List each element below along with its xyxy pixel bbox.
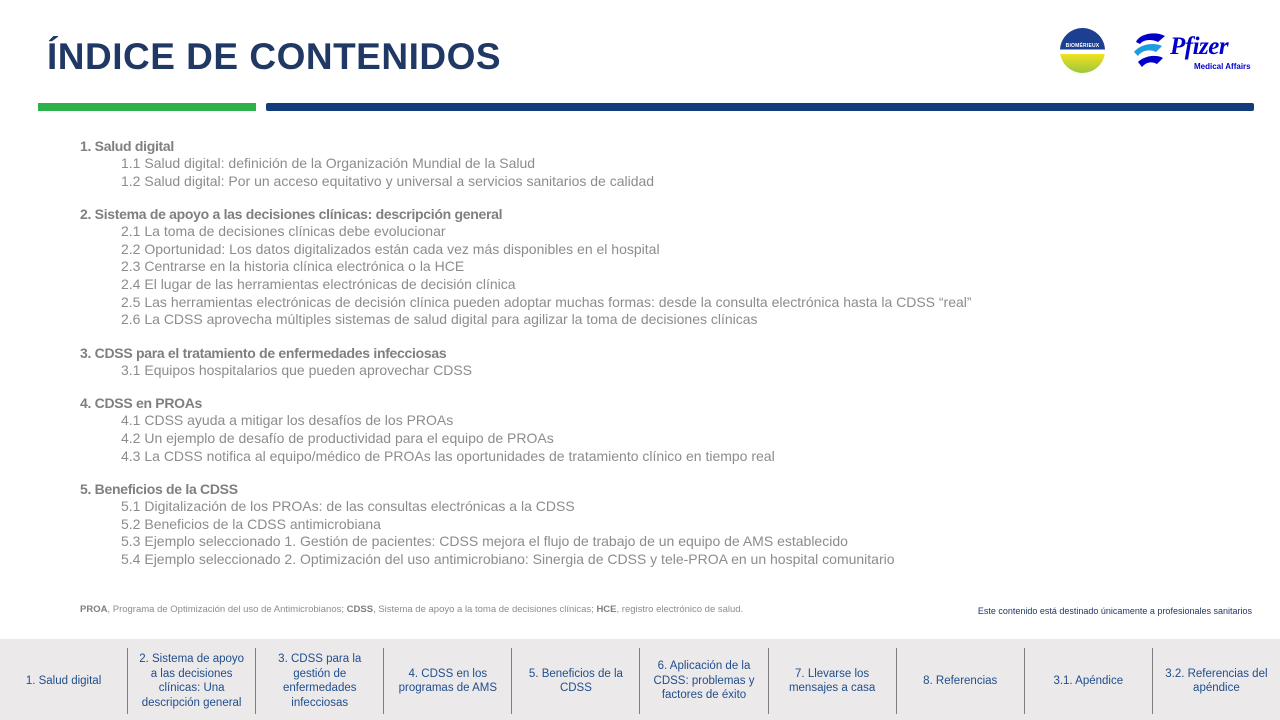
nav-referencias-apendice[interactable]: 3.2. Referencias del apéndice — [1152, 648, 1280, 714]
footnote-def-hce: , registro electrónico de salud. — [616, 604, 744, 615]
biomerieux-logo — [1060, 28, 1105, 73]
toc-item[interactable]: 1.1 Salud digital: definición de la Organización Mundial de la Salud — [121, 155, 536, 171]
toc-item[interactable]: 3.1 Equipos hospitalarios que pueden aprovechar CDSS — [121, 361, 473, 378]
pfizer-wordmark: Pfizer — [1170, 33, 1229, 60]
footnote-def-cdss: , Sistema de apoyo a la toma de decisiones clínicas; — [373, 604, 597, 615]
nav-cdss-ams[interactable]: 4. CDSS en los programas de AMS — [383, 648, 511, 714]
toc-section-title[interactable]: 3. CDSS para el tratamiento de enfermedades infecciosas — [80, 344, 447, 361]
table-of-contents — [80, 138, 1180, 585]
toc-item[interactable]: 4.1 CDSS ayuda a mitigar los desafíos de los PROAs — [121, 412, 454, 429]
toc-item[interactable]: 2.3 Centrarse en la historia clínica electrónica o la HCE — [121, 258, 465, 275]
nav-apendice[interactable]: 3.1. Apéndice — [1024, 648, 1152, 714]
toc-section-2 — [80, 206, 1180, 329]
toc-item[interactable]: 5.3 Ejemplo seleccionado 1. Gestión de pacientes: CDSS mejora el flujo de trabajo de un equipo de AMS establecido — [121, 533, 848, 550]
header-divider-blue — [266, 103, 1254, 111]
nav-sistema-apoyo[interactable]: 2. Sistema de apoyo a las decisiones clínicas: Una descripción general — [127, 648, 255, 714]
nav-aplicacion[interactable]: 6. Aplicación de la CDSS: problemas y factores de éxito — [639, 648, 767, 714]
toc-item[interactable]: 1.2 Salud digital: Por un acceso equitativo y universal a servicios sanitarios de calidad — [121, 172, 655, 189]
toc-item[interactable]: 2.2 Oportunidad: Los datos digitalizados están cada vez más disponibles en el hospital — [121, 240, 660, 257]
toc-item[interactable]: 4.3 La CDSS notifica al equipo/médico de PROAs las oportunidades de tratamiento clínico en tiempo real — [121, 447, 775, 464]
pfizer-subtitle: Medical Affairs — [1194, 62, 1251, 71]
footnote-def-proa: , Programa de Optimización del uso de Antimicrobianos; — [107, 604, 347, 615]
toc-section-title[interactable]: 4. CDSS en PROAs — [80, 395, 203, 412]
biomerieux-logo-text: BIOMÉRIEUX — [1065, 43, 1100, 49]
abbreviations-footnote — [80, 604, 743, 615]
header-divider-green — [38, 103, 256, 111]
nav-beneficios[interactable]: 5. Beneficios de la CDSS — [511, 648, 639, 714]
toc-section-title[interactable]: 1. Salud digital — [80, 138, 174, 154]
footnote-term-hce: HCE — [596, 604, 617, 615]
section-navigation-bar — [0, 639, 1280, 720]
toc-section-title[interactable]: 2. Sistema de apoyo a las decisiones clínicas: descripción general — [80, 206, 503, 223]
toc-section-4 — [80, 395, 1180, 465]
professional-disclaimer: Este contenido está destinado únicamente a profesionales sanitarios — [977, 606, 1252, 616]
toc-section-3 — [80, 345, 1180, 380]
toc-item[interactable]: 2.1 La toma de decisiones clínicas debe evolucionar — [121, 223, 446, 240]
toc-section-title[interactable]: 5. Beneficios de la CDSS — [80, 481, 238, 498]
toc-section-5 — [80, 481, 1180, 568]
toc-item[interactable]: 2.4 El lugar de las herramientas electrónicas de decisión clínica — [121, 275, 516, 292]
nav-mensajes[interactable]: 7. Llevarse los mensajes a casa — [768, 648, 896, 714]
toc-item[interactable]: 5.1 Digitalización de los PROAs: de las consultas electrónicas a la CDSS — [121, 498, 575, 515]
toc-item[interactable]: 5.2 Beneficios de la CDSS antimicrobiana — [121, 515, 381, 532]
toc-item[interactable]: 5.4 Ejemplo seleccionado 2. Optimización del uso antimicrobiano: Sinergia de CDSS y tele-PROA en un hospital comunitario — [121, 550, 895, 567]
toc-item[interactable]: 2.6 La CDSS aprovecha múltiples sistemas de salud digital para agilizar la toma de decisiones clínicas — [121, 311, 758, 328]
toc-section-1 — [80, 138, 1180, 190]
nav-cdss-enfermedades[interactable]: 3. CDSS para la gestión de enfermedades infecciosas — [255, 648, 383, 714]
pfizer-mark-icon — [1132, 30, 1168, 70]
footnote-term-proa: PROA — [80, 604, 108, 615]
toc-item[interactable]: 2.5 Las herramientas electrónicas de decisión clínica pueden adoptar muchas formas: desde la consulta electrónica hasta la CDSS “real” — [121, 293, 972, 310]
pfizer-logo — [1132, 28, 1257, 74]
nav-referencias[interactable]: 8. Referencias — [896, 648, 1024, 714]
toc-item[interactable]: 4.2 Un ejemplo de desafío de productividad para el equipo de PROAs — [121, 429, 554, 446]
footnote-term-cdss: CDSS — [346, 604, 374, 615]
page-title: ÍNDICE DE CONTENIDOS — [47, 36, 502, 77]
nav-salud-digital[interactable]: 1. Salud digital — [25, 674, 102, 687]
